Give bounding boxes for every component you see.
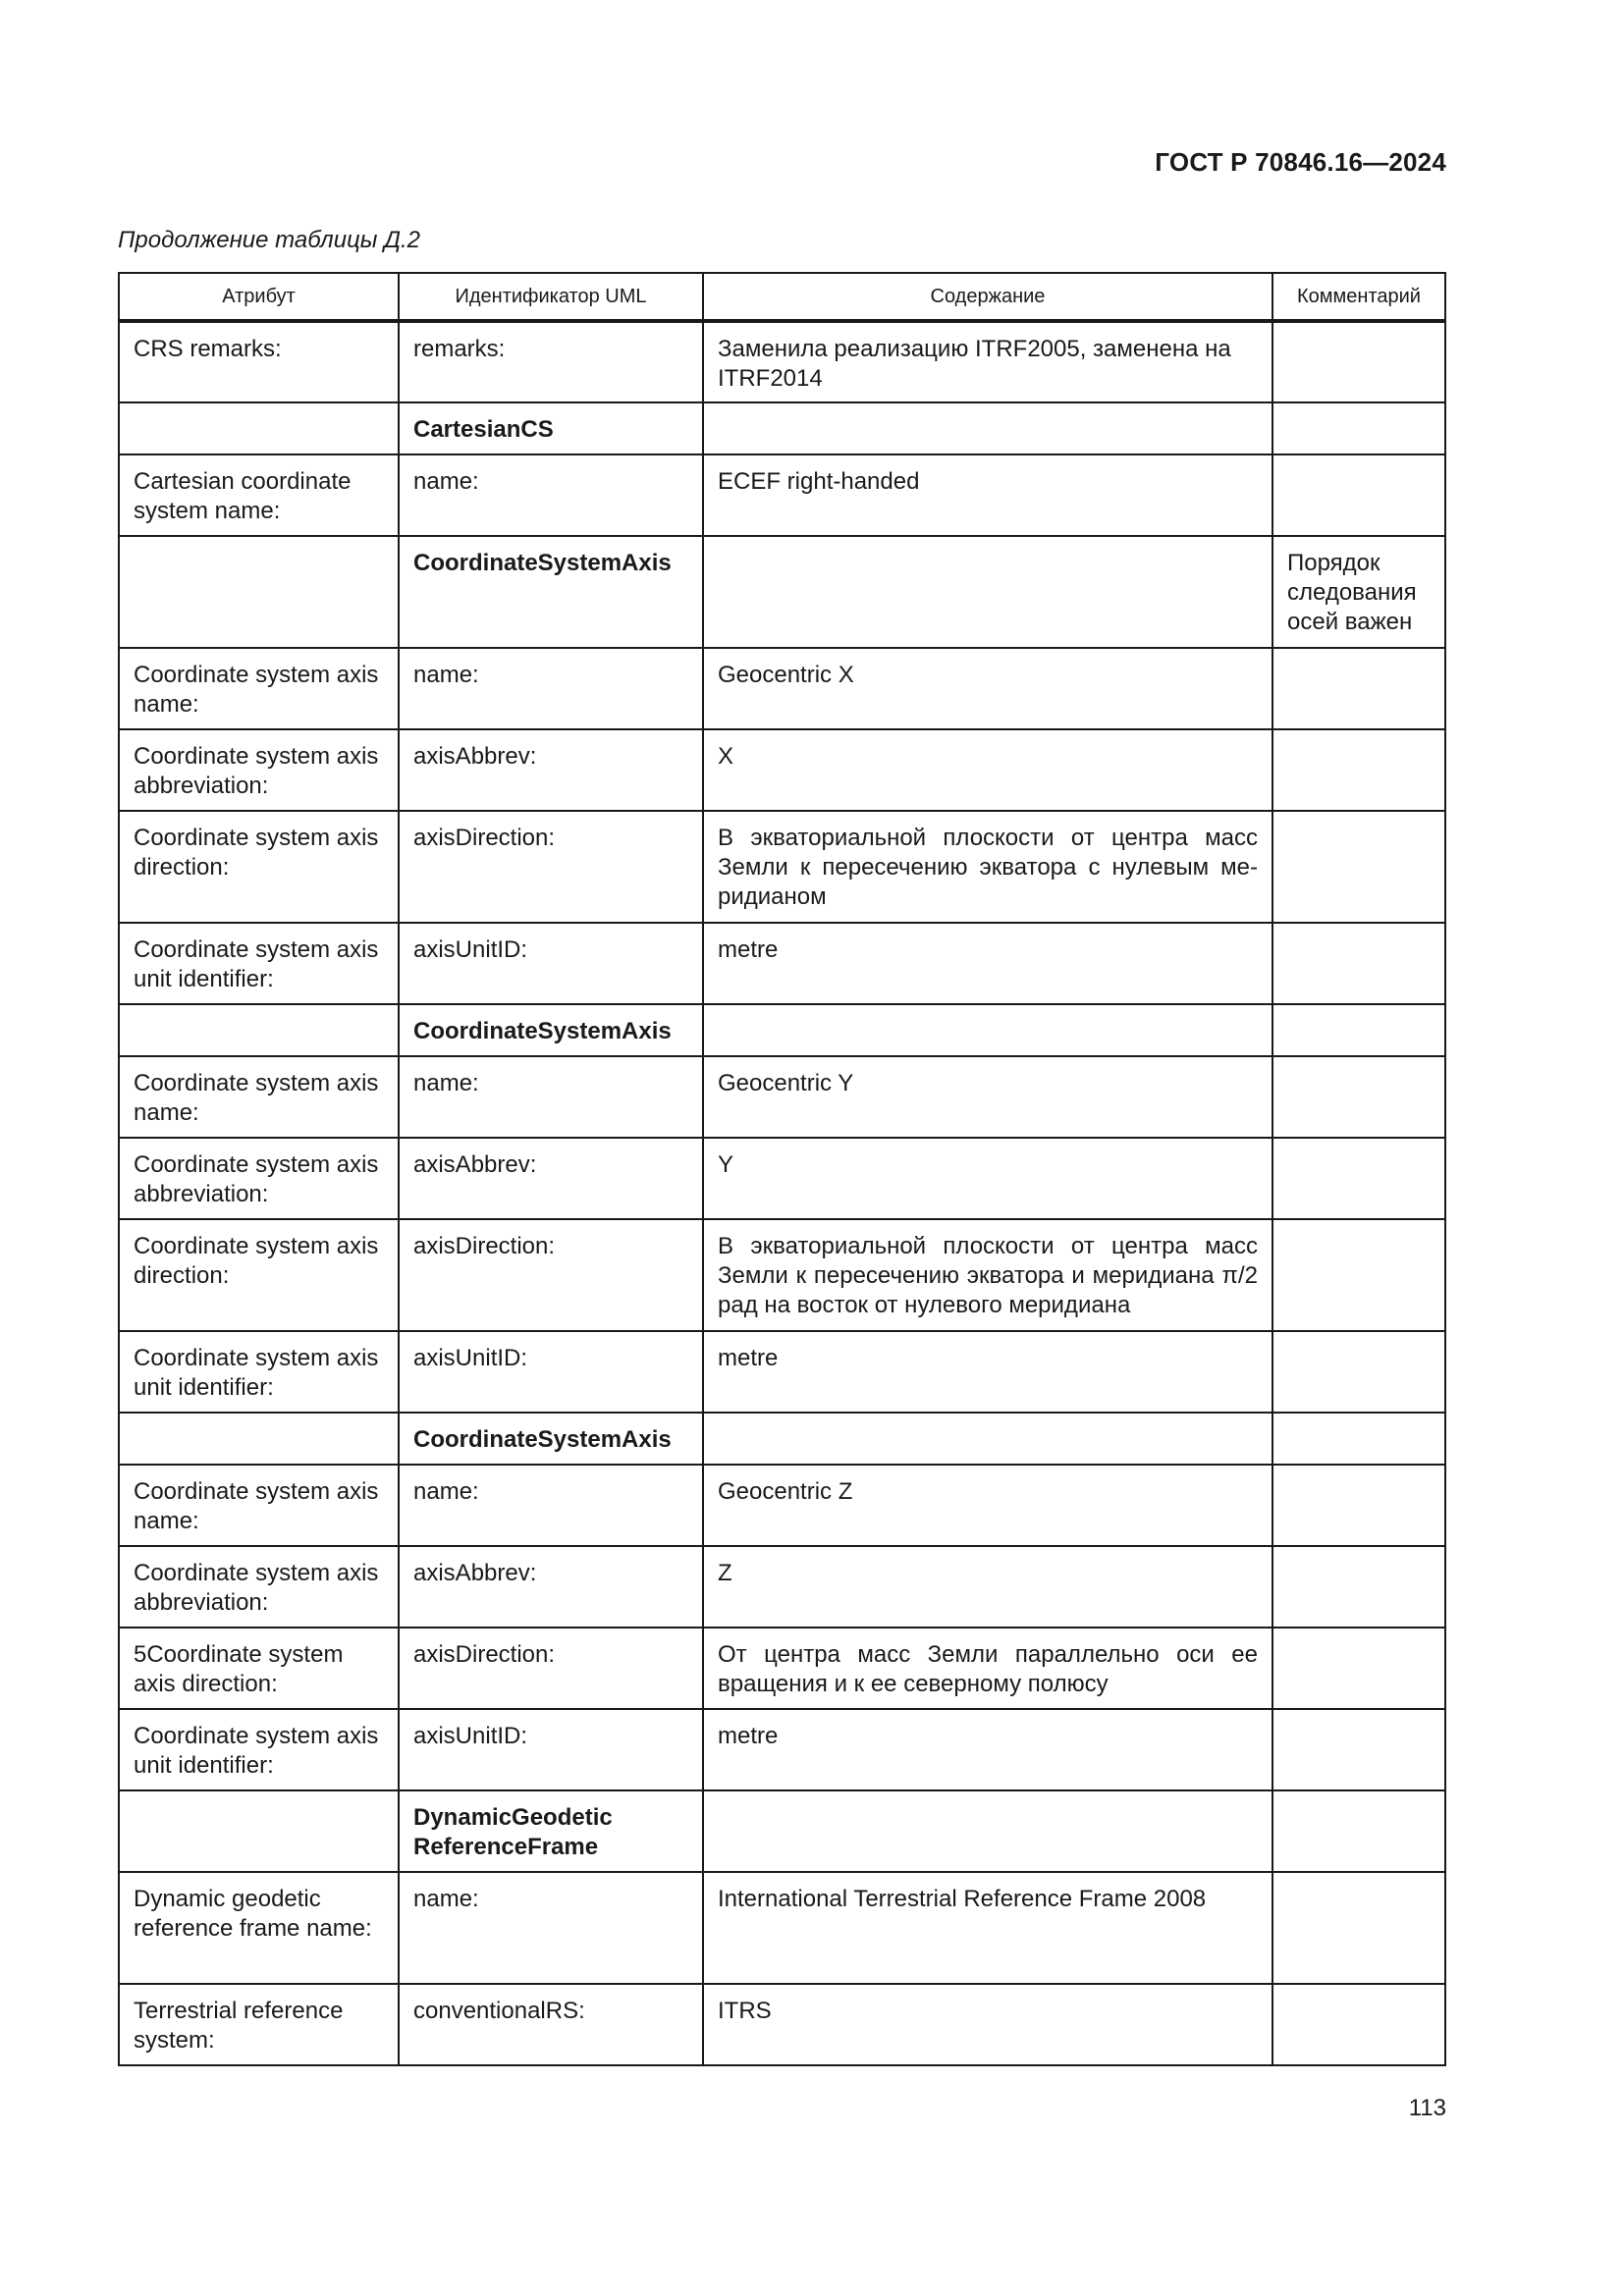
cell-content: X xyxy=(703,729,1272,811)
table-row xyxy=(119,1984,1445,2065)
cell-comment xyxy=(1272,1413,1445,1465)
cell-comment xyxy=(1272,1465,1445,1546)
table-row xyxy=(119,321,1445,402)
cell-uml-id: CoordinateSystemAxis xyxy=(399,1004,703,1056)
cell-attribute xyxy=(119,1413,399,1465)
cell-comment xyxy=(1272,1138,1445,1219)
cell-content: От центра масс Земли параллельно оси ее вращения и к ее северному полюсу xyxy=(703,1628,1272,1709)
table-row xyxy=(119,1872,1445,1984)
table-header-row xyxy=(119,273,1445,321)
cell-content: В экваториальной плоскости от центра масс Земли к пересечению экватора и меридиана π/2 рад на восток от нулевого меридиана xyxy=(703,1219,1272,1331)
cell-attribute xyxy=(119,536,399,648)
table-row xyxy=(119,1056,1445,1138)
cell-content: metre xyxy=(703,1331,1272,1413)
column-header-comment: Комментарий xyxy=(1272,273,1445,321)
table-caption: Продолжение таблицы Д.2 xyxy=(118,227,421,253)
cell-comment xyxy=(1272,1331,1445,1413)
column-header-attribute: Атрибут xyxy=(119,273,399,321)
page-number: 113 xyxy=(1408,2095,1446,2121)
cell-uml-id: axisDirection: xyxy=(399,811,703,923)
cell-attribute: Coordinate system axis unit identifier: xyxy=(119,1331,399,1413)
cell-content: Z xyxy=(703,1546,1272,1628)
cell-attribute xyxy=(119,1790,399,1872)
cell-content: ECEF right-handed xyxy=(703,454,1272,536)
cell-comment xyxy=(1272,923,1445,1004)
cell-attribute: Coordinate system axis unit identifier: xyxy=(119,1709,399,1790)
column-header-content: Содержание xyxy=(703,273,1272,321)
table-row xyxy=(119,402,1445,454)
table-row xyxy=(119,1790,1445,1872)
cell-uml-id: remarks: xyxy=(399,321,703,402)
table-row xyxy=(119,1004,1445,1056)
cell-content: Y xyxy=(703,1138,1272,1219)
table-row xyxy=(119,454,1445,536)
cell-comment xyxy=(1272,1628,1445,1709)
cell-content: Заменила реализацию ITRF2005, заменена на ITRF2014 xyxy=(703,321,1272,402)
table-row xyxy=(119,1709,1445,1790)
cell-uml-id: name: xyxy=(399,1872,703,1984)
cell-uml-id: CoordinateSystemAxis xyxy=(399,536,703,648)
cell-uml-id: axisDirection: xyxy=(399,1628,703,1709)
cell-content xyxy=(703,1004,1272,1056)
table-row xyxy=(119,648,1445,729)
cell-uml-id: CoordinateSystemAxis xyxy=(399,1413,703,1465)
table-row xyxy=(119,1413,1445,1465)
cell-content: Geocentric Z xyxy=(703,1465,1272,1546)
cell-attribute: Coordinate system axis name: xyxy=(119,1056,399,1138)
cell-comment xyxy=(1272,1872,1445,1984)
cell-comment xyxy=(1272,811,1445,923)
cell-comment xyxy=(1272,454,1445,536)
cell-attribute: Coordinate system axis direction: xyxy=(119,811,399,923)
cell-comment xyxy=(1272,729,1445,811)
table-row xyxy=(119,1465,1445,1546)
table-row xyxy=(119,1219,1445,1331)
cell-content: Geocentric X xyxy=(703,648,1272,729)
table-body xyxy=(119,321,1445,2065)
cell-uml-id: axisUnitID: xyxy=(399,1709,703,1790)
cell-content: metre xyxy=(703,1709,1272,1790)
cell-uml-id: axisAbbrev: xyxy=(399,729,703,811)
table-row xyxy=(119,536,1445,648)
column-header-uml-id: Идентификатор UML xyxy=(399,273,703,321)
cell-content xyxy=(703,402,1272,454)
table-row xyxy=(119,1331,1445,1413)
table-row xyxy=(119,923,1445,1004)
document-code: ГОСТ Р 70846.16—2024 xyxy=(1155,147,1446,177)
table-row xyxy=(119,1628,1445,1709)
cell-uml-id: axisUnitID: xyxy=(399,923,703,1004)
cell-content: Geocentric Y xyxy=(703,1056,1272,1138)
cell-uml-id: name: xyxy=(399,454,703,536)
cell-attribute xyxy=(119,402,399,454)
cell-attribute: Dynamic geodetic reference frame name: xyxy=(119,1872,399,1984)
cell-comment xyxy=(1272,1004,1445,1056)
cell-attribute: Cartesian coordinate system name: xyxy=(119,454,399,536)
cell-attribute: Coordinate system axis name: xyxy=(119,648,399,729)
cell-content xyxy=(703,536,1272,648)
table-row xyxy=(119,1546,1445,1628)
cell-uml-id: axisAbbrev: xyxy=(399,1138,703,1219)
cell-uml-id: name: xyxy=(399,1056,703,1138)
cell-uml-id: conventionalRS: xyxy=(399,1984,703,2065)
cell-comment xyxy=(1272,1219,1445,1331)
cell-uml-id: DynamicGeodetic ReferenceFrame xyxy=(399,1790,703,1872)
cell-content: metre xyxy=(703,923,1272,1004)
cell-content xyxy=(703,1413,1272,1465)
cell-attribute: CRS remarks: xyxy=(119,321,399,402)
cell-comment xyxy=(1272,1546,1445,1628)
cell-attribute: Coordinate system axis abbreviation: xyxy=(119,1138,399,1219)
cell-comment xyxy=(1272,321,1445,402)
cell-attribute: 5Coordinate system axis direction: xyxy=(119,1628,399,1709)
table-row xyxy=(119,729,1445,811)
cell-attribute: Coordinate system axis abbreviation: xyxy=(119,1546,399,1628)
cell-attribute: Coordinate system axis unit identifier: xyxy=(119,923,399,1004)
attributes-table xyxy=(118,272,1446,2066)
table-row xyxy=(119,1138,1445,1219)
cell-attribute: Terrestrial reference system: xyxy=(119,1984,399,2065)
cell-uml-id: axisAbbrev: xyxy=(399,1546,703,1628)
cell-comment xyxy=(1272,1056,1445,1138)
cell-comment xyxy=(1272,1790,1445,1872)
cell-content xyxy=(703,1790,1272,1872)
cell-uml-id: name: xyxy=(399,1465,703,1546)
cell-uml-id: name: xyxy=(399,648,703,729)
cell-uml-id: axisDirection: xyxy=(399,1219,703,1331)
table-row xyxy=(119,811,1445,923)
cell-attribute: Coordinate system axis name: xyxy=(119,1465,399,1546)
cell-uml-id: axisUnitID: xyxy=(399,1331,703,1413)
cell-comment xyxy=(1272,1984,1445,2065)
cell-attribute xyxy=(119,1004,399,1056)
cell-content: В экваториальной плоскости от центра масс Земли к пересечению экватора с нулевым ме-ридианом xyxy=(703,811,1272,923)
cell-comment: Порядок следования осей важен xyxy=(1272,536,1445,648)
cell-comment xyxy=(1272,402,1445,454)
cell-comment xyxy=(1272,1709,1445,1790)
cell-attribute: Coordinate system axis direction: xyxy=(119,1219,399,1331)
cell-uml-id: CartesianCS xyxy=(399,402,703,454)
cell-content: ITRS xyxy=(703,1984,1272,2065)
cell-comment xyxy=(1272,648,1445,729)
cell-content: International Terrestrial Reference Frame 2008 xyxy=(703,1872,1272,1984)
cell-attribute: Coordinate system axis abbreviation: xyxy=(119,729,399,811)
